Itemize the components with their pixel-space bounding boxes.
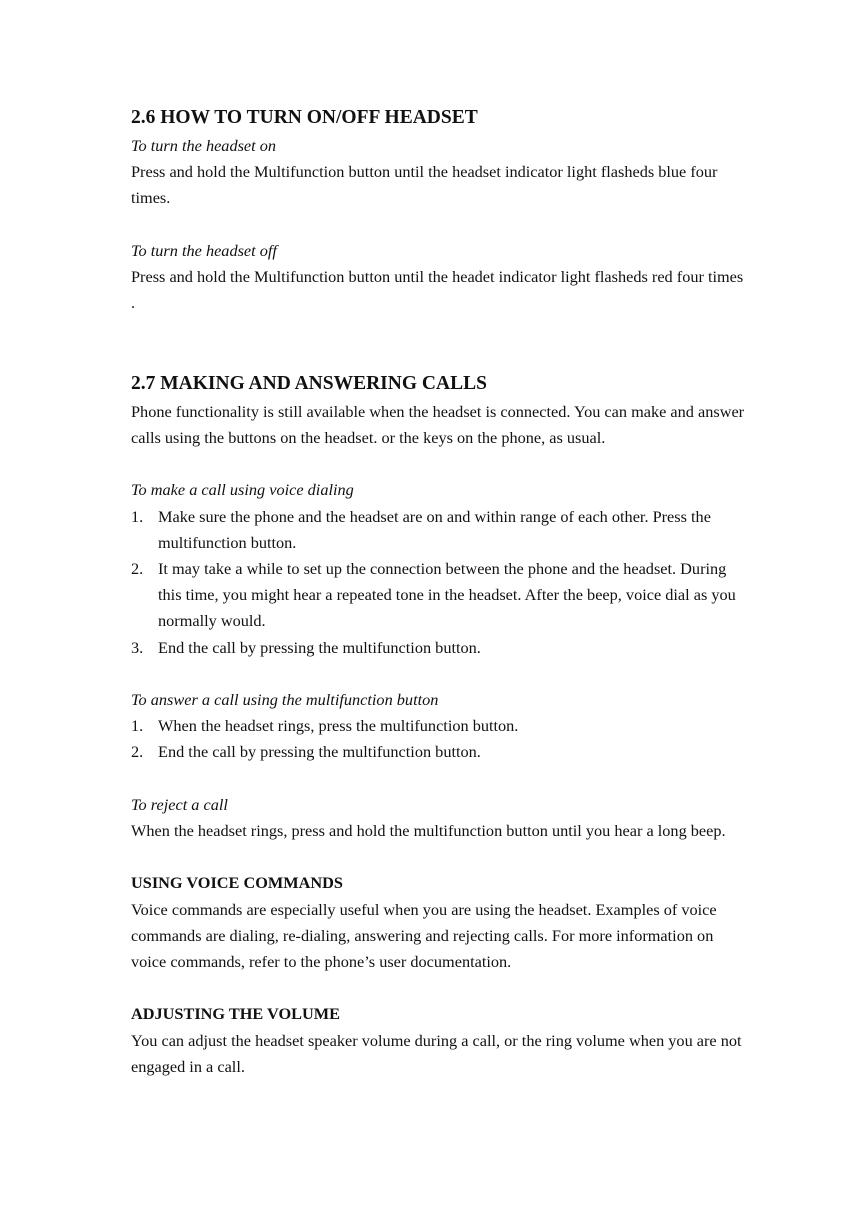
list-item-text: When the headset rings, press the multifunction button. xyxy=(158,716,519,736)
spacer xyxy=(131,766,746,792)
list-item-text: It may take a while to set up the connection between the phone and the headset. During this time, you might hear a repeated tone in the headset. After the beep, voice dial as you normally would. xyxy=(158,559,736,631)
section-2-7-intro: Phone functionality is still available when the headset is connected. You can make and answer calls using the buttons on the headset. or the keys on the phone, as usual. xyxy=(131,401,745,447)
voice-commands-heading: USING VOICE COMMANDS xyxy=(131,873,343,893)
spacer xyxy=(131,212,746,238)
list-item-number: 2. xyxy=(131,742,144,762)
turn-on-text: Press and hold the Multifunction button until the headset indicator light flasheds blue four times. xyxy=(131,162,718,208)
reject-call-subtitle: To reject a call xyxy=(131,794,228,814)
voice-dialing-subtitle: To make a call using voice dialing xyxy=(131,480,354,500)
list-item xyxy=(131,635,746,661)
spacer xyxy=(131,844,746,870)
section-2-7-heading: 2.7 MAKING AND ANSWERING CALLS xyxy=(131,372,487,394)
section-2-6-heading: 2.6 HOW TO TURN ON/OFF HEADSET xyxy=(131,107,478,128)
list-item xyxy=(131,556,746,635)
turn-on-subtitle: To turn the headset on xyxy=(131,136,277,155)
list-item xyxy=(131,504,746,556)
answer-call-subtitle: To answer a call using the multifunction button xyxy=(131,690,439,709)
spacer xyxy=(131,975,746,1001)
document-page xyxy=(131,103,746,1080)
list-item-number: 1. xyxy=(131,506,144,526)
list-item xyxy=(131,713,746,739)
voice-dialing-steps xyxy=(131,504,746,661)
list-item-text: End the call by pressing the multifunction button. xyxy=(158,742,481,762)
spacer xyxy=(131,316,746,368)
spacer xyxy=(131,661,746,687)
answer-call-steps xyxy=(131,713,746,765)
adjusting-volume-text: You can adjust the headset speaker volume during a call, or the ring volume when you are not engaged in a call. xyxy=(131,1030,742,1076)
list-item-number: 3. xyxy=(131,637,144,657)
adjusting-volume-heading: ADJUSTING THE VOLUME xyxy=(131,1004,340,1024)
reject-call-text: When the headset rings, press and hold the multifunction button until you hear a long beep. xyxy=(131,821,726,840)
list-item-number: 1. xyxy=(131,716,144,736)
turn-off-subtitle: To turn the headset off xyxy=(131,240,277,260)
turn-off-text: Press and hold the Multifunction button until the headet indicator light flasheds red four times . xyxy=(131,267,744,313)
voice-commands-text: Voice commands are especially useful when you are using the headset. Examples of voice commands are dialing, re-dialing, answering and rejecting calls. For more information on voice commands, refer to the phone’s user documentation. xyxy=(131,899,717,971)
spacer xyxy=(131,451,746,477)
list-item-text: End the call by pressing the multifunction button. xyxy=(158,637,481,657)
list-item xyxy=(131,739,746,765)
list-item-text: Make sure the phone and the headset are on and within range of each other. Press the multifunction button. xyxy=(158,506,711,552)
list-item-number: 2. xyxy=(131,559,144,578)
